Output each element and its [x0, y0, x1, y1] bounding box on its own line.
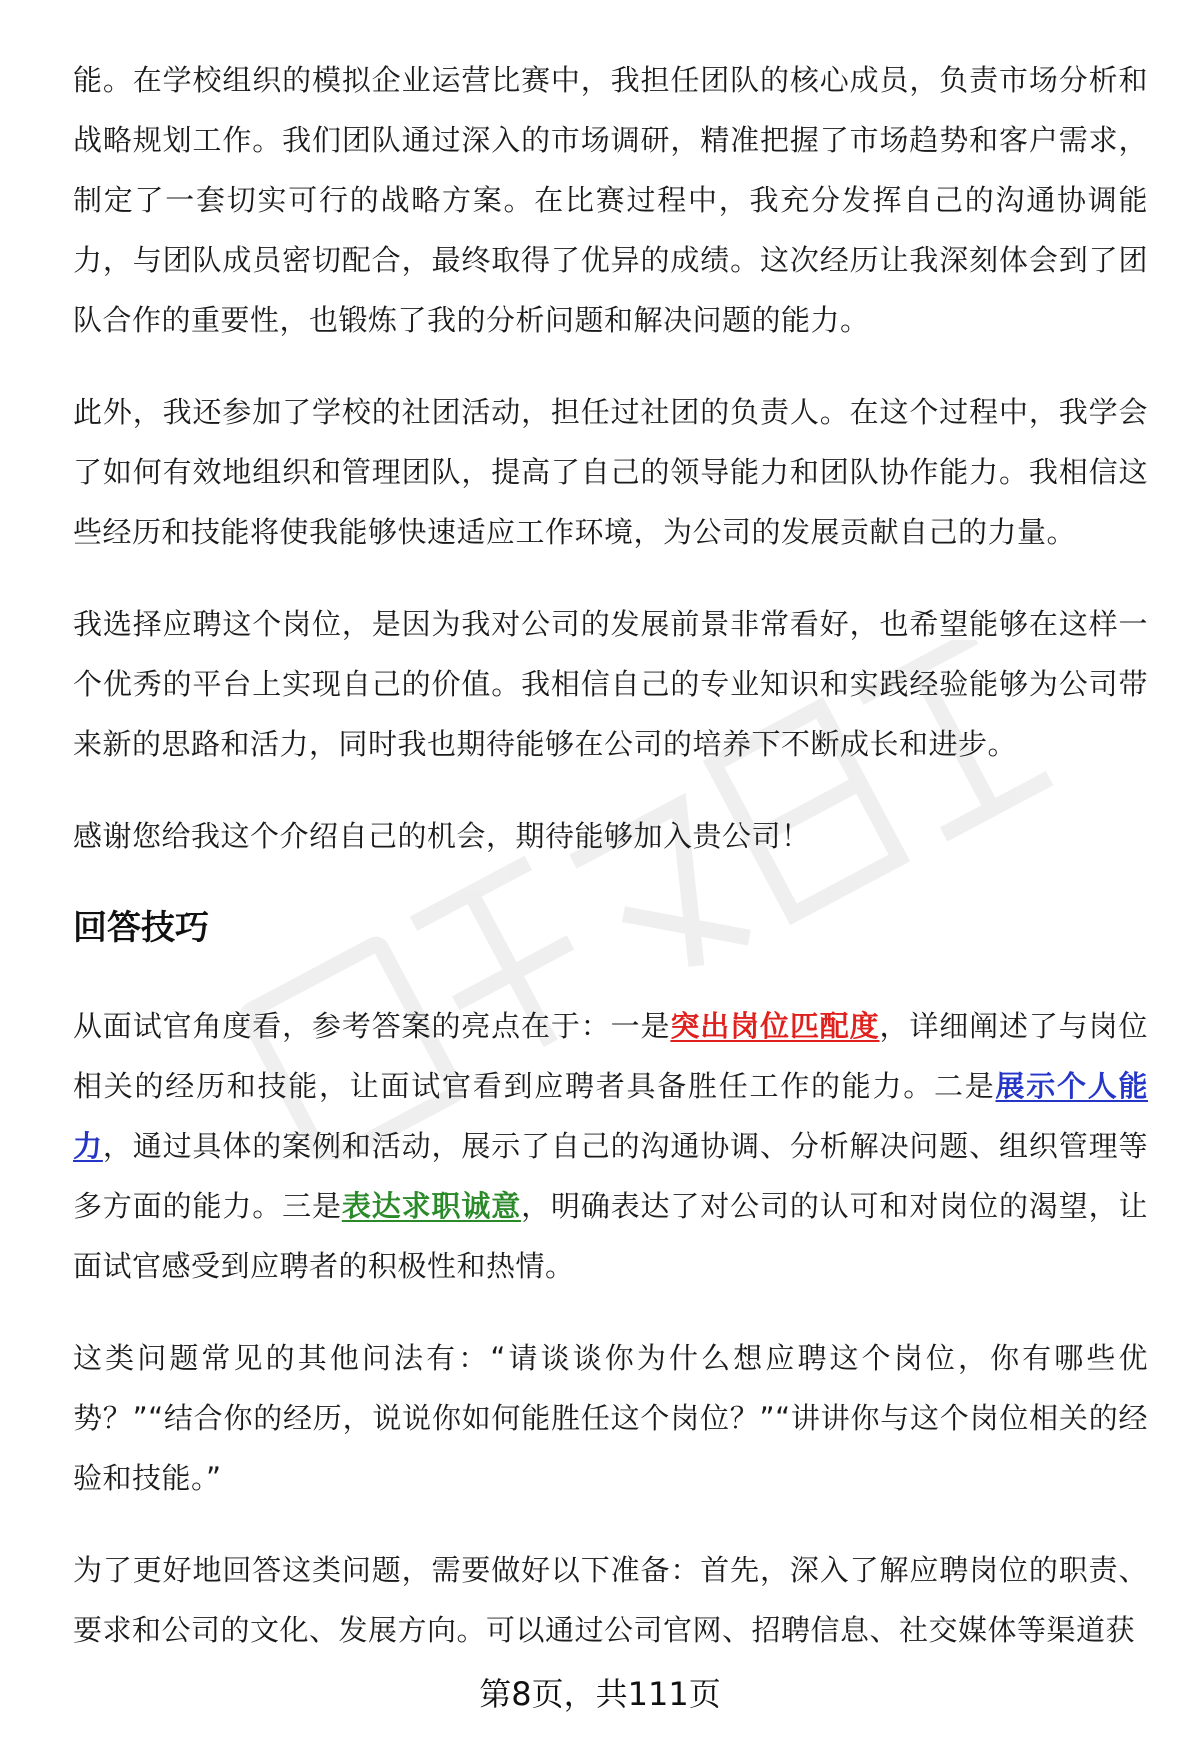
paragraph-motivation: 我选择应聘这个岗位，是因为我对公司的发展前景非常看好，也希望能够在这样一个优秀的平台上实现自己的价值。我相信自己的专业知识和实践经验能够为公司带来新的思路和活力，同时我也期待能够在公司的培养下不断成长和进步。 — [73, 607, 1148, 761]
paragraph-tips — [73, 996, 1148, 1296]
document-page — [73, 50, 1148, 1692]
highlight-sincerity: 表达求职诚意 — [341, 1189, 522, 1223]
page-footer: 第8页，共111页 — [479, 1675, 721, 1713]
paragraph-competition: 能。在学校组织的模拟企业运营比赛中，我担任团队的核心成员，负责市场分析和战略规划工作。我们团队通过深入的市场调研，精准把握了市场趋势和客户需求，制定了一套切实可行的战略方案。在比赛过程中，我充分发挥自己的沟通协调能力，与团队成员密切配合，最终取得了优异的成绩。这次经历让我深刻体会到了团队合作的重要性，也锻炼了我的分析问题和解决问题的能力。 — [73, 63, 1148, 337]
tips-text-3: ，通过具体的案例和活动，展示了自己的沟通协调、分析解决问题、组织管理等多方面的能力。三是 — [73, 1129, 1148, 1223]
paragraph-thanks: 感谢您给我这个介绍自己的机会，期待能够加入贵公司！ — [73, 819, 811, 853]
tips-text-2: ，详细阐述了与岗位相关的经历和技能，让面试官看到应聘者具备胜任工作的能力。二是 — [73, 1009, 1148, 1103]
highlight-personal-ability: 展示个人能力 — [73, 1069, 1148, 1163]
paragraph-preparation: 为了更好地回答这类问题，需要做好以下准备：首先，深入了解应聘岗位的职责、要求和公司的文化、发展方向。可以通过公司官网、招聘信息、社交媒体等渠道获 — [73, 1553, 1148, 1647]
tips-text-4: ，明确表达了对公司的认可和对岗位的渴望，让面试官感受到应聘者的积极性和热情。 — [73, 1189, 1148, 1283]
paragraph-club: 此外，我还参加了学校的社团活动，担任过社团的负责人。在这个过程中，我学会了如何有效地组织和管理团队，提高了自己的领导能力和团队协作能力。我相信这些经历和技能将使我能够快速适应工作环境，为公司的发展贡献自己的力量。 — [73, 395, 1148, 549]
section-heading: 回答技巧 — [73, 908, 209, 948]
paragraph-other-questions: 这类问题常见的其他问法有：“请谈谈你为什么想应聘这个岗位，你有哪些优势？”“结合你的经历，说说你如何能胜任这个岗位？”“讲讲你与这个岗位相关的经验和技能。” — [73, 1341, 1148, 1495]
highlight-job-fit: 突出岗位匹配度 — [670, 1009, 880, 1043]
tips-text-1: 从面试官角度看，参考答案的亮点在于：一是 — [73, 1009, 671, 1043]
